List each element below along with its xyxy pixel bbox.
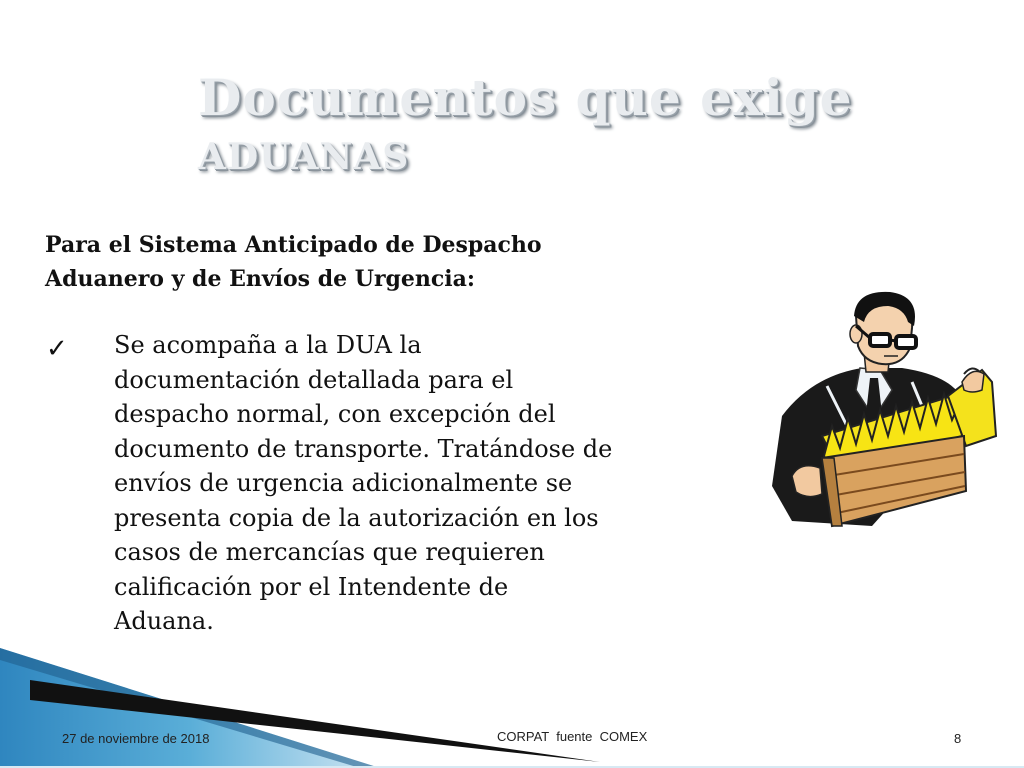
intro-line: Aduanero y de Envíos de Urgencia:: [45, 266, 476, 292]
businessman-filing-cabinet-icon: [752, 286, 1002, 536]
bullet-line: Aduana.: [114, 607, 214, 635]
footer-swoosh-decoration: [0, 640, 1024, 768]
intro-line: Para el Sistema Anticipado de Despacho: [45, 232, 542, 258]
bullet-line: calificación por el Intendente de: [114, 572, 509, 601]
bullet-line: despacho normal, con excepción del: [114, 400, 556, 428]
footer-date: 27 de noviembre de 2018: [62, 731, 210, 746]
footer-source: CORPAT fuente COMEX: [497, 729, 648, 744]
bullet-line: documentación detallada para el: [114, 365, 514, 394]
bullet-line: casos de mercancías que requieren: [114, 538, 545, 566]
slide-subtitle: ADUANAS: [198, 136, 410, 178]
bullet-paragraph: [114, 328, 744, 639]
bullet-line: Se acompaña a la DUA la: [114, 331, 422, 359]
bullet-line: presenta copia de la autorización en los: [114, 503, 599, 532]
bullet-line: envíos de urgencia adicionalmente se: [114, 469, 573, 497]
bullet-line: documento de transporte. Tratándose de: [114, 434, 613, 463]
slide-title: Documentos que exige: [198, 68, 853, 127]
checkmark-icon: ✓: [46, 334, 68, 364]
page-number: 8: [954, 731, 962, 746]
intro-paragraph: [45, 228, 735, 296]
